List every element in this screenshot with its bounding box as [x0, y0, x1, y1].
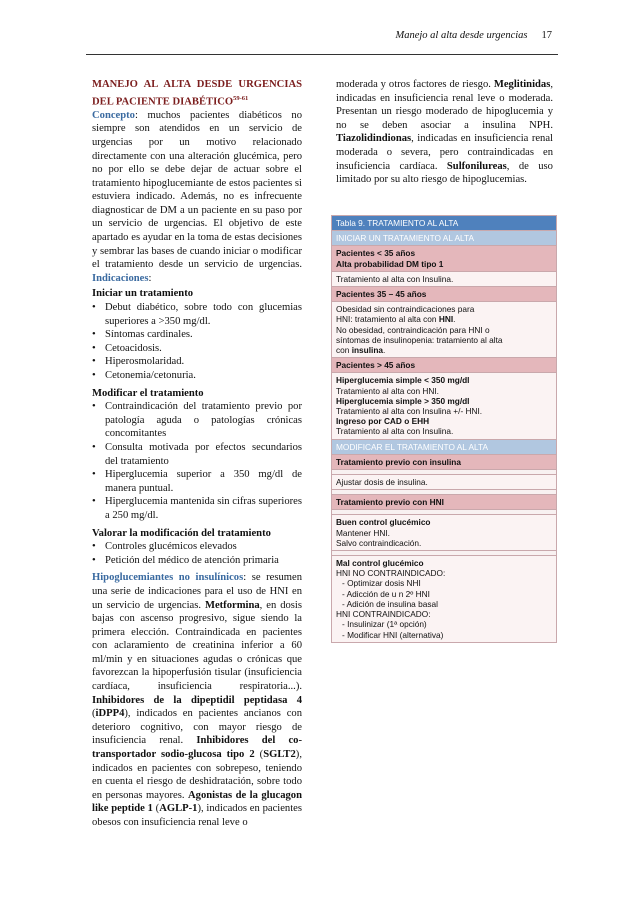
modificar-title: Modificar el tratamiento [92, 387, 204, 399]
table-row: Mal control glucémico HNI NO CONTRAINDICADO: - Optimizar dosis NHI - Adicción de u n 2º HNI - Adición de insulina basal HNI CONTRAINDICADO: - Insulinizar (1ª opción) - Modificar HNI (alternativa) [332, 555, 556, 642]
list-item: • Hiperglucemia mantenida sin cifras superiores a 250 mg/dl. [92, 495, 302, 522]
table-section-modificar: MODIFICAR EL TRATAMIENTO AL ALTA [332, 439, 556, 454]
table-title: Tabla 9. TRATAMIENTO AL ALTA [332, 216, 556, 230]
table-row: Tratamiento previo con insulina [332, 454, 556, 469]
list-item: • Cetonemia/cetonuria. [92, 369, 302, 383]
modificar-list [92, 400, 302, 522]
list-item: • Hiperglucemia superior a 350 mg/dl de manera puntual. [92, 468, 302, 495]
iniciar-title: Iniciar un tratamiento [92, 288, 194, 300]
table-row: Obesidad sin contraindicaciones para HNI: tratamiento al alta con HNI. No obesidad, contraindicación para HNI o síntomas de insulinopenia: tratamiento al alta con insulina. [332, 301, 556, 357]
table-section-iniciar: INICIAR UN TRATAMIENTO AL ALTA [332, 230, 556, 245]
table-row: Ajustar dosis de insulina. [332, 474, 556, 489]
table-row: Hiperglucemia simple < 350 mg/dl Tratamiento al alta con HNI. Hiperglucemia simple > 350 mg/dl Tratamiento al alta con Insulina +/- HNI. Ingreso por CAD o EHH Tratamiento al alta con Insulina. [332, 372, 556, 438]
list-item: • Contraindicación del tratamiento previo por patología aguda o patologías crónicas concomitantes [92, 400, 302, 441]
valorar-list [92, 540, 302, 567]
table-row: Pacientes > 45 años [332, 357, 556, 372]
table-row: Tratamiento previo con HNI [332, 494, 556, 509]
list-item: • Consulta motivada por efectos secundarios del tratamiento [92, 441, 302, 468]
list-item: • Petición del médico de atención primaria [92, 554, 302, 568]
hipoglucemiantes-paragraph: Hipoglucemiantes no insulínicos: se resumen una serie de indicaciones para el uso de HNI en un servicio de urgencias. Metformina, en dosis bajas con ascenso progresivo, sigue siendo la primera elección. Contraindicada en pacientes con aclaramiento de creatinina inferior a 60 ml/min y en situaciones agudas o crónicas que favorezcan la hipoperfusión tisular (insuficiencia cardíaca, insuficiencia respiratoria...). Inhibidores de la dipeptidil peptidasa 4 (iDPP4), indicados en pacientes ancianos con deterioro cognitivo, con mayor riesgo de insuficiencia renal. Inhibidores del co-transportador sodio-glucosa tipo 2 (SGLT2), indicados en pacientes con sobrepeso, teniendo en cuenta el riesgo de deshidratación, sobre todo en personas mayores. Agonistas de la glucagon like peptide 1 (AGLP-1), indicados en pacientes obesos con insuficiencia renal leve o [92, 572, 302, 828]
table-row: Pacientes < 35 años Alta probabilidad DM tipo 1 [332, 245, 556, 270]
treatment-table [331, 215, 557, 643]
header-title: Manejo al alta desde urgencias [395, 30, 528, 41]
page-number: 17 [541, 30, 552, 41]
concepto-paragraph: Concepto: muchos pacientes diabéticos no siempre son atendidos en un servicio de urgencias por un motivo relacionado directamente con una alteración glucémica, pero no por ello se debe dejar de actuar sobre el tratamiento hipoglucemiante de estos pacientes si estuviera indicado. Además, no es infrecuente diagnosticar de DM a un paciente en su paso por un servicio de urgencias. El objetivo de este apartado es ayudar en la toma de estas decisiones y sembrar las bases de cuando iniciar o modificar el tratamiento desde un servicio de urgencias. Indicaciones: [92, 109, 302, 284]
list-item: • Cetoacidosis. [92, 342, 302, 356]
list-item: • Debut diabético, sobre todo con glucemias superiores a >350 mg/dl. [92, 301, 302, 328]
right-column [336, 78, 553, 187]
list-item: • Hiperosmolaridad. [92, 355, 302, 369]
table-row: Buen control glucémico Mantener HNI. Salvo contraindicación. [332, 514, 556, 550]
iniciar-list [92, 301, 302, 383]
left-column [92, 78, 302, 830]
list-item: • Síntomas cardinales. [92, 328, 302, 342]
header-rule [86, 54, 558, 55]
continuation-paragraph: moderada y otros factores de riesgo. Meglitinidas, indicadas en insuficiencia renal leve o moderada. Presentan un riesgo moderado de hipoglucemia y no se deben asociar a insulina NPH. Tiazolidindionas, indicadas en insuficiencia renal moderada o severa, pero contraindicadas en insuficiencia cardíaca. Sulfonilureas, de uso limitado por su alto riesgo de hipoglucemias. [336, 79, 553, 186]
section-heading: MANEJO AL ALTA DESDE URGENCIAS DEL PACIENTE DIABÉTICO$^{59-61}$ [92, 79, 302, 108]
table-row: Tratamiento al alta con Insulina. [332, 271, 556, 286]
table-row: Pacientes 35 – 45 años [332, 286, 556, 301]
running-header [395, 30, 552, 41]
valorar-title: Valorar la modificación del tratamiento [92, 527, 271, 539]
list-item: • Controles glucémicos elevados [92, 540, 302, 554]
